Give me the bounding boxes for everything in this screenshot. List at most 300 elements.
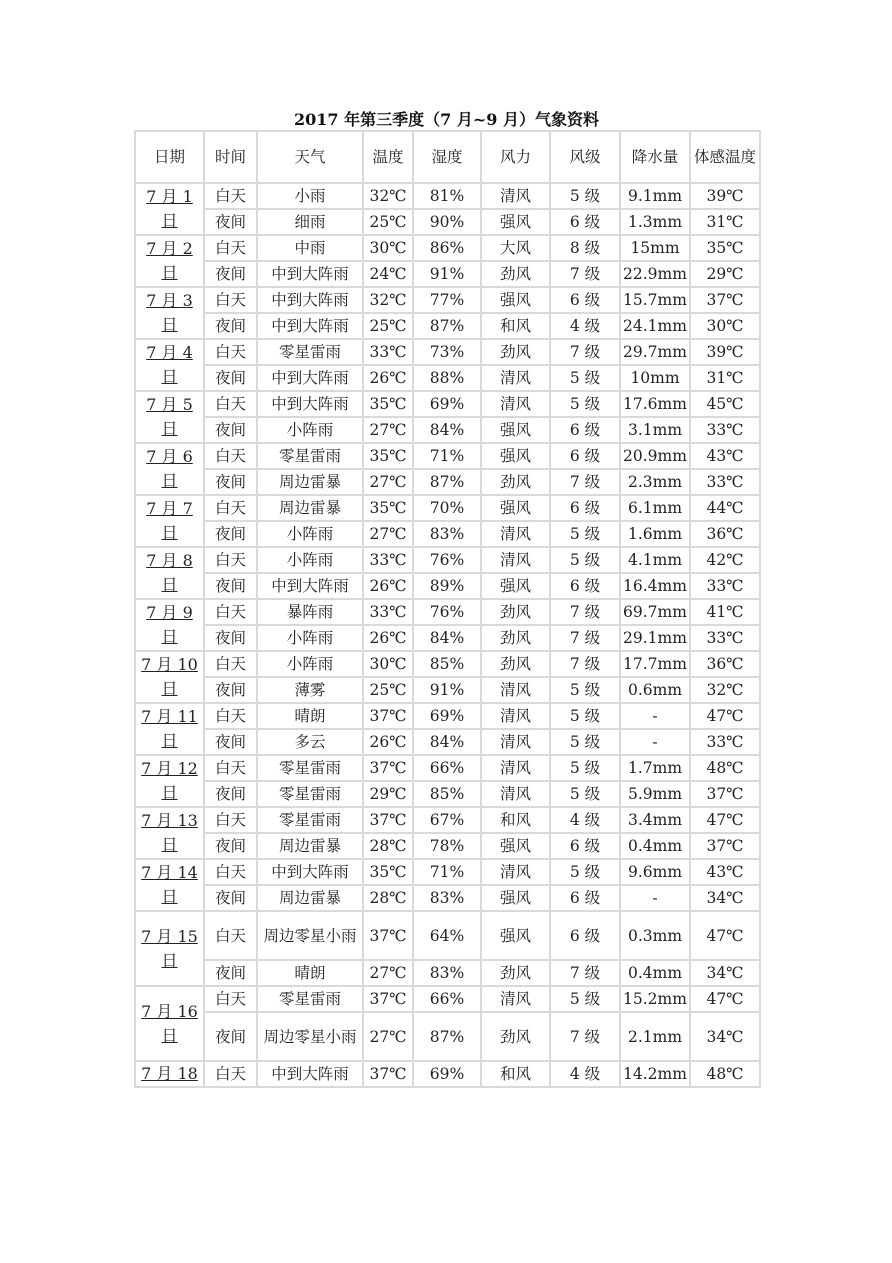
feels-like-cell: 39℃ <box>690 183 760 209</box>
time-cell: 夜间 <box>204 365 257 391</box>
table-row <box>135 755 760 781</box>
feels-like-cell: 33℃ <box>690 573 760 599</box>
wind-cell: 强风 <box>481 833 550 859</box>
header-wind: 风力 <box>481 131 550 183</box>
wind-level-cell: 7 级 <box>550 599 620 625</box>
table-row <box>135 1012 760 1061</box>
weather-table <box>134 130 761 1088</box>
header-feels-like: 体感温度 <box>690 131 760 183</box>
humidity-cell: 66% <box>413 755 481 781</box>
temperature-cell: 27℃ <box>363 469 413 495</box>
wind-level-cell: 6 级 <box>550 885 620 911</box>
table-row <box>135 651 760 677</box>
time-cell: 夜间 <box>204 469 257 495</box>
table-row <box>135 729 760 755</box>
time-cell: 白天 <box>204 391 257 417</box>
wind-cell: 清风 <box>481 729 550 755</box>
feels-like-cell: 32℃ <box>690 677 760 703</box>
date-cell: 7 月 15 日 <box>135 911 204 986</box>
wind-level-cell: 7 级 <box>550 1012 620 1061</box>
time-cell: 白天 <box>204 859 257 885</box>
humidity-cell: 77% <box>413 287 481 313</box>
precipitation-cell: 15mm <box>620 235 690 261</box>
feels-like-cell: 43℃ <box>690 859 760 885</box>
table-row <box>135 1061 760 1087</box>
humidity-cell: 91% <box>413 261 481 287</box>
precipitation-cell: 6.1mm <box>620 495 690 521</box>
weather-cell: 暴阵雨 <box>257 599 363 625</box>
humidity-cell: 83% <box>413 521 481 547</box>
table-row <box>135 469 760 495</box>
weather-cell: 中到大阵雨 <box>257 391 363 417</box>
wind-cell: 清风 <box>481 859 550 885</box>
wind-cell: 劲风 <box>481 261 550 287</box>
time-cell: 夜间 <box>204 781 257 807</box>
wind-level-cell: 5 级 <box>550 521 620 547</box>
time-cell: 夜间 <box>204 677 257 703</box>
wind-cell: 清风 <box>481 365 550 391</box>
feels-like-cell: 44℃ <box>690 495 760 521</box>
precipitation-cell: 15.2mm <box>620 986 690 1012</box>
humidity-cell: 69% <box>413 703 481 729</box>
humidity-cell: 91% <box>413 677 481 703</box>
temperature-cell: 35℃ <box>363 495 413 521</box>
table-row <box>135 573 760 599</box>
wind-level-cell: 5 级 <box>550 859 620 885</box>
precipitation-cell: 0.4mm <box>620 833 690 859</box>
feels-like-cell: 37℃ <box>690 833 760 859</box>
humidity-cell: 69% <box>413 1061 481 1087</box>
table-row <box>135 547 760 573</box>
temperature-cell: 27℃ <box>363 1012 413 1061</box>
temperature-cell: 33℃ <box>363 547 413 573</box>
precipitation-cell: 69.7mm <box>620 599 690 625</box>
weather-cell: 小阵雨 <box>257 651 363 677</box>
feels-like-cell: 48℃ <box>690 1061 760 1087</box>
weather-cell: 中到大阵雨 <box>257 287 363 313</box>
weather-cell: 小阵雨 <box>257 521 363 547</box>
weather-cell: 周边雷暴 <box>257 885 363 911</box>
time-cell: 夜间 <box>204 885 257 911</box>
wind-level-cell: 4 级 <box>550 807 620 833</box>
weather-cell: 零星雷雨 <box>257 986 363 1012</box>
weather-cell: 小阵雨 <box>257 547 363 573</box>
date-cell: 7 月 3 日 <box>135 287 204 339</box>
weather-cell: 小阵雨 <box>257 625 363 651</box>
table-row <box>135 521 760 547</box>
table-row <box>135 261 760 287</box>
wind-level-cell: 5 级 <box>550 677 620 703</box>
feels-like-cell: 41℃ <box>690 599 760 625</box>
weather-cell: 小雨 <box>257 183 363 209</box>
wind-cell: 强风 <box>481 287 550 313</box>
feels-like-cell: 43℃ <box>690 443 760 469</box>
temperature-cell: 37℃ <box>363 1061 413 1087</box>
weather-cell: 中雨 <box>257 235 363 261</box>
precipitation-cell: 15.7mm <box>620 287 690 313</box>
feels-like-cell: 34℃ <box>690 960 760 986</box>
weather-cell: 晴朗 <box>257 703 363 729</box>
header-weather: 天气 <box>257 131 363 183</box>
feels-like-cell: 45℃ <box>690 391 760 417</box>
wind-level-cell: 7 级 <box>550 625 620 651</box>
time-cell: 夜间 <box>204 261 257 287</box>
table-row <box>135 235 760 261</box>
table-body <box>135 183 760 1087</box>
precipitation-cell: 2.3mm <box>620 469 690 495</box>
temperature-cell: 24℃ <box>363 261 413 287</box>
date-cell: 7 月 10 日 <box>135 651 204 703</box>
temperature-cell: 35℃ <box>363 859 413 885</box>
precipitation-cell: 1.6mm <box>620 521 690 547</box>
time-cell: 夜间 <box>204 573 257 599</box>
date-cell: 7 月 12 日 <box>135 755 204 807</box>
humidity-cell: 70% <box>413 495 481 521</box>
wind-level-cell: 7 级 <box>550 261 620 287</box>
wind-level-cell: 5 级 <box>550 183 620 209</box>
wind-cell: 清风 <box>481 781 550 807</box>
time-cell: 夜间 <box>204 833 257 859</box>
weather-cell: 晴朗 <box>257 960 363 986</box>
humidity-cell: 66% <box>413 986 481 1012</box>
table-row <box>135 495 760 521</box>
temperature-cell: 30℃ <box>363 651 413 677</box>
wind-level-cell: 7 级 <box>550 651 620 677</box>
wind-level-cell: 5 级 <box>550 365 620 391</box>
date-cell: 7 月 7 日 <box>135 495 204 547</box>
time-cell: 白天 <box>204 443 257 469</box>
wind-cell: 强风 <box>481 495 550 521</box>
wind-cell: 清风 <box>481 391 550 417</box>
temperature-cell: 35℃ <box>363 443 413 469</box>
temperature-cell: 33℃ <box>363 599 413 625</box>
precipitation-cell: 4.1mm <box>620 547 690 573</box>
time-cell: 白天 <box>204 1061 257 1087</box>
wind-cell: 强风 <box>481 885 550 911</box>
table-row <box>135 625 760 651</box>
feels-like-cell: 30℃ <box>690 313 760 339</box>
temperature-cell: 26℃ <box>363 729 413 755</box>
humidity-cell: 87% <box>413 469 481 495</box>
time-cell: 夜间 <box>204 417 257 443</box>
feels-like-cell: 47℃ <box>690 703 760 729</box>
time-cell: 白天 <box>204 547 257 573</box>
table-row <box>135 443 760 469</box>
time-cell: 白天 <box>204 599 257 625</box>
temperature-cell: 25℃ <box>363 677 413 703</box>
feels-like-cell: 34℃ <box>690 1012 760 1061</box>
date-cell: 7 月 13 日 <box>135 807 204 859</box>
temperature-cell: 28℃ <box>363 885 413 911</box>
wind-cell: 劲风 <box>481 625 550 651</box>
precipitation-cell: 2.1mm <box>620 1012 690 1061</box>
precipitation-cell: 17.6mm <box>620 391 690 417</box>
table-row <box>135 313 760 339</box>
header-date: 日期 <box>135 131 204 183</box>
temperature-cell: 29℃ <box>363 781 413 807</box>
precipitation-cell: 1.3mm <box>620 209 690 235</box>
precipitation-cell: 3.1mm <box>620 417 690 443</box>
wind-level-cell: 5 级 <box>550 781 620 807</box>
temperature-cell: 32℃ <box>363 287 413 313</box>
feels-like-cell: 37℃ <box>690 287 760 313</box>
table-row <box>135 833 760 859</box>
weather-cell: 多云 <box>257 729 363 755</box>
wind-cell: 劲风 <box>481 651 550 677</box>
wind-cell: 清风 <box>481 521 550 547</box>
precipitation-cell: 5.9mm <box>620 781 690 807</box>
weather-cell: 中到大阵雨 <box>257 313 363 339</box>
table-row <box>135 807 760 833</box>
time-cell: 白天 <box>204 807 257 833</box>
wind-cell: 和风 <box>481 313 550 339</box>
wind-level-cell: 5 级 <box>550 703 620 729</box>
table-row <box>135 365 760 391</box>
time-cell: 白天 <box>204 986 257 1012</box>
wind-cell: 清风 <box>481 703 550 729</box>
header-wind-level: 风级 <box>550 131 620 183</box>
humidity-cell: 87% <box>413 313 481 339</box>
precipitation-cell: - <box>620 885 690 911</box>
precipitation-cell: 17.7mm <box>620 651 690 677</box>
wind-level-cell: 5 级 <box>550 755 620 781</box>
wind-cell: 劲风 <box>481 960 550 986</box>
time-cell: 夜间 <box>204 960 257 986</box>
humidity-cell: 87% <box>413 1012 481 1061</box>
wind-level-cell: 4 级 <box>550 313 620 339</box>
precipitation-cell: 0.4mm <box>620 960 690 986</box>
feels-like-cell: 39℃ <box>690 339 760 365</box>
table-row <box>135 986 760 1012</box>
date-cell: 7 月 11 日 <box>135 703 204 755</box>
humidity-cell: 90% <box>413 209 481 235</box>
wind-cell: 大风 <box>481 235 550 261</box>
temperature-cell: 27℃ <box>363 960 413 986</box>
weather-cell: 周边雷暴 <box>257 495 363 521</box>
wind-cell: 清风 <box>481 677 550 703</box>
date-cell: 7 月 18 <box>135 1061 204 1087</box>
wind-level-cell: 6 级 <box>550 911 620 960</box>
temperature-cell: 26℃ <box>363 365 413 391</box>
temperature-cell: 33℃ <box>363 339 413 365</box>
feels-like-cell: 33℃ <box>690 729 760 755</box>
weather-cell: 周边雷暴 <box>257 469 363 495</box>
wind-cell: 清风 <box>481 547 550 573</box>
temperature-cell: 37℃ <box>363 986 413 1012</box>
weather-cell: 中到大阵雨 <box>257 859 363 885</box>
wind-cell: 清风 <box>481 986 550 1012</box>
wind-cell: 劲风 <box>481 1012 550 1061</box>
precipitation-cell: 24.1mm <box>620 313 690 339</box>
precipitation-cell: 1.7mm <box>620 755 690 781</box>
humidity-cell: 73% <box>413 339 481 365</box>
time-cell: 夜间 <box>204 1012 257 1061</box>
precipitation-cell: 10mm <box>620 365 690 391</box>
wind-cell: 强风 <box>481 209 550 235</box>
humidity-cell: 71% <box>413 443 481 469</box>
temperature-cell: 37℃ <box>363 755 413 781</box>
weather-cell: 零星雷雨 <box>257 339 363 365</box>
time-cell: 白天 <box>204 755 257 781</box>
table-row <box>135 677 760 703</box>
precipitation-cell: 9.1mm <box>620 183 690 209</box>
time-cell: 夜间 <box>204 729 257 755</box>
weather-cell: 中到大阵雨 <box>257 261 363 287</box>
table-row <box>135 703 760 729</box>
wind-level-cell: 6 级 <box>550 573 620 599</box>
humidity-cell: 84% <box>413 625 481 651</box>
header-precipitation: 降水量 <box>620 131 690 183</box>
precipitation-cell: 29.7mm <box>620 339 690 365</box>
humidity-cell: 86% <box>413 235 481 261</box>
feels-like-cell: 48℃ <box>690 755 760 781</box>
feels-like-cell: 35℃ <box>690 235 760 261</box>
humidity-cell: 76% <box>413 547 481 573</box>
table-row <box>135 391 760 417</box>
temperature-cell: 35℃ <box>363 391 413 417</box>
feels-like-cell: 33℃ <box>690 625 760 651</box>
time-cell: 白天 <box>204 183 257 209</box>
wind-level-cell: 7 级 <box>550 339 620 365</box>
wind-level-cell: 6 级 <box>550 209 620 235</box>
wind-cell: 强风 <box>481 417 550 443</box>
time-cell: 夜间 <box>204 521 257 547</box>
temperature-cell: 25℃ <box>363 209 413 235</box>
humidity-cell: 78% <box>413 833 481 859</box>
temperature-cell: 30℃ <box>363 235 413 261</box>
time-cell: 白天 <box>204 235 257 261</box>
weather-cell: 周边零星小雨 <box>257 911 363 960</box>
precipitation-cell: 20.9mm <box>620 443 690 469</box>
wind-cell: 和风 <box>481 1061 550 1087</box>
feels-like-cell: 36℃ <box>690 521 760 547</box>
date-cell: 7 月 4 日 <box>135 339 204 391</box>
weather-cell: 周边雷暴 <box>257 833 363 859</box>
wind-level-cell: 6 级 <box>550 833 620 859</box>
feels-like-cell: 31℃ <box>690 365 760 391</box>
wind-cell: 清风 <box>481 755 550 781</box>
precipitation-cell: 3.4mm <box>620 807 690 833</box>
wind-cell: 清风 <box>481 183 550 209</box>
table-row <box>135 417 760 443</box>
time-cell: 白天 <box>204 703 257 729</box>
temperature-cell: 26℃ <box>363 573 413 599</box>
weather-cell: 零星雷雨 <box>257 443 363 469</box>
weather-cell: 中到大阵雨 <box>257 365 363 391</box>
date-cell: 7 月 14 日 <box>135 859 204 911</box>
wind-cell: 强风 <box>481 443 550 469</box>
feels-like-cell: 31℃ <box>690 209 760 235</box>
wind-level-cell: 8 级 <box>550 235 620 261</box>
wind-level-cell: 5 级 <box>550 729 620 755</box>
date-cell: 7 月 2 日 <box>135 235 204 287</box>
temperature-cell: 37℃ <box>363 703 413 729</box>
header-temperature: 温度 <box>363 131 413 183</box>
feels-like-cell: 37℃ <box>690 781 760 807</box>
time-cell: 夜间 <box>204 313 257 339</box>
temperature-cell: 37℃ <box>363 807 413 833</box>
wind-level-cell: 7 级 <box>550 469 620 495</box>
temperature-cell: 27℃ <box>363 417 413 443</box>
table-row <box>135 287 760 313</box>
humidity-cell: 83% <box>413 885 481 911</box>
weather-cell: 零星雷雨 <box>257 755 363 781</box>
wind-level-cell: 6 级 <box>550 287 620 313</box>
precipitation-cell: 22.9mm <box>620 261 690 287</box>
time-cell: 白天 <box>204 911 257 960</box>
wind-cell: 劲风 <box>481 469 550 495</box>
temperature-cell: 25℃ <box>363 313 413 339</box>
feels-like-cell: 33℃ <box>690 417 760 443</box>
humidity-cell: 89% <box>413 573 481 599</box>
header-time: 时间 <box>204 131 257 183</box>
table-row <box>135 859 760 885</box>
wind-level-cell: 4 级 <box>550 1061 620 1087</box>
wind-level-cell: 6 级 <box>550 417 620 443</box>
time-cell: 白天 <box>204 495 257 521</box>
feels-like-cell: 47℃ <box>690 986 760 1012</box>
time-cell: 夜间 <box>204 209 257 235</box>
feels-like-cell: 47℃ <box>690 807 760 833</box>
wind-level-cell: 6 级 <box>550 495 620 521</box>
feels-like-cell: 34℃ <box>690 885 760 911</box>
weather-cell: 细雨 <box>257 209 363 235</box>
wind-cell: 劲风 <box>481 339 550 365</box>
precipitation-cell: 0.6mm <box>620 677 690 703</box>
temperature-cell: 37℃ <box>363 911 413 960</box>
wind-level-cell: 6 级 <box>550 443 620 469</box>
feels-like-cell: 47℃ <box>690 911 760 960</box>
humidity-cell: 88% <box>413 365 481 391</box>
header-humidity: 湿度 <box>413 131 481 183</box>
table-row <box>135 339 760 365</box>
wind-level-cell: 5 级 <box>550 391 620 417</box>
table-row <box>135 781 760 807</box>
precipitation-cell: 16.4mm <box>620 573 690 599</box>
humidity-cell: 85% <box>413 781 481 807</box>
weather-cell: 零星雷雨 <box>257 807 363 833</box>
wind-level-cell: 5 级 <box>550 986 620 1012</box>
time-cell: 白天 <box>204 339 257 365</box>
date-cell: 7 月 16 日 <box>135 986 204 1061</box>
humidity-cell: 64% <box>413 911 481 960</box>
header-row <box>135 131 760 183</box>
table-row <box>135 599 760 625</box>
humidity-cell: 76% <box>413 599 481 625</box>
precipitation-cell: 14.2mm <box>620 1061 690 1087</box>
wind-level-cell: 5 级 <box>550 547 620 573</box>
date-cell: 7 月 6 日 <box>135 443 204 495</box>
time-cell: 夜间 <box>204 625 257 651</box>
table-row <box>135 960 760 986</box>
time-cell: 白天 <box>204 287 257 313</box>
humidity-cell: 85% <box>413 651 481 677</box>
document-title: 2017 年第三季度（7 月~9 月）气象资料 <box>294 110 599 129</box>
date-cell: 7 月 9 日 <box>135 599 204 651</box>
time-cell: 白天 <box>204 651 257 677</box>
wind-cell: 强风 <box>481 911 550 960</box>
weather-cell: 周边零星小雨 <box>257 1012 363 1061</box>
humidity-cell: 83% <box>413 960 481 986</box>
humidity-cell: 81% <box>413 183 481 209</box>
temperature-cell: 26℃ <box>363 625 413 651</box>
humidity-cell: 71% <box>413 859 481 885</box>
table-row <box>135 885 760 911</box>
temperature-cell: 27℃ <box>363 521 413 547</box>
table-row <box>135 209 760 235</box>
wind-cell: 劲风 <box>481 599 550 625</box>
weather-cell: 薄雾 <box>257 677 363 703</box>
